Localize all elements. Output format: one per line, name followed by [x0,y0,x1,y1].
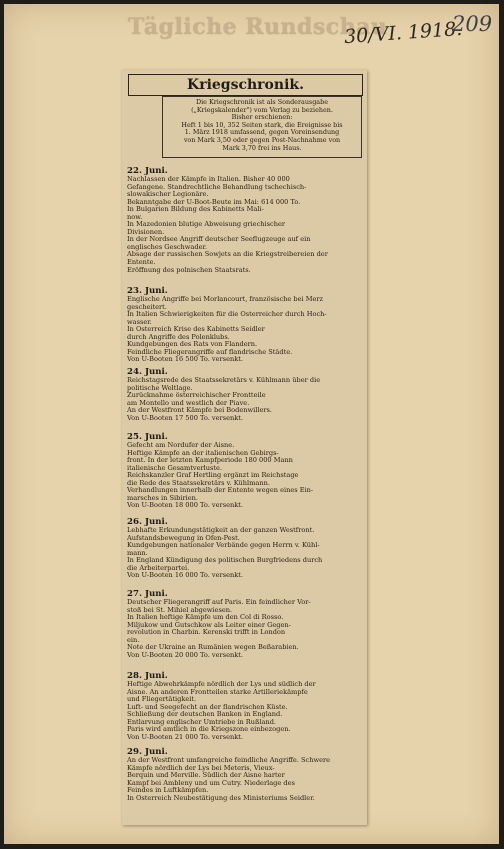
notice-line: von Mark 3,50 oder gegen Post-Nachnahme von [183,136,341,144]
entry-line: und Fliegertätigkeit. [127,696,197,704]
entry-date: 27. Juni. [127,589,168,599]
chronicle-entry [127,672,363,741]
notice-line: Bisher erschienen: [231,114,293,122]
chronicle-entry [127,748,363,802]
entry-line: slowakischer Legionäre. [127,191,209,199]
entry-date: 28. Juni. [127,671,168,681]
newspaper-title: Tägliche Rundschau [128,14,388,40]
entry-line: In der Nordsee Angriff deutscher Seeflugzeuge auf ein [127,236,311,244]
entry-date: 23. Juni. [127,286,168,296]
entry-line: Kampf bei Ambleny und um Cutry. Niederlage des [127,779,295,787]
entry-line: Absage der russischen Sowjets an die Kriegstreibereien der [127,251,328,259]
entry-line: Von U-Booten 16 000 To. versenkt. [127,572,243,580]
entry-line: Kundgebungen des Rats von Flandern. [127,341,258,349]
entry-line: englisches Geschwader. [127,243,208,251]
entry-line: revolution in Charbin. Kerenski trifft in London [127,629,286,637]
notice-line: Heft 1 bis 10, 352 Seiten stark, die Ereignisse bis [181,121,343,129]
entry-line: Von U-Booten 16 500 To. versenkt. [127,356,243,364]
publisher-notice [162,96,362,158]
chronicle-entry [127,368,363,422]
chronicle-entry [127,518,363,580]
entry-line: In Mazedonien blutige Abweisung griechischer [127,221,285,229]
entry-date: 22. Juni. [127,166,168,176]
entry-line: Heftige Kämpfe an der italienischen Gebirgs- [127,449,279,457]
entry-line: Reichskanzler Graf Hertling ergänzt im Reichstage [127,472,299,480]
entry-date: 24. Juni. [127,367,168,377]
entry-line: Reichstagsrede des Staatssekretärs v. Kühlmann über die [127,377,321,384]
entry-line: Von U-Booten 17 500 To. versenkt. [127,414,243,422]
notice-line: 1. März 1918 umfassend, gegen Voreinsendung [184,129,340,137]
entry-line: Entlarvung englischer Umtriebe in Rußland. [127,718,277,726]
entry-line: Entente. [127,259,156,267]
entry-line: italienische Gesamtverluste. [127,464,223,472]
entry-line: Zurücknahme österreichischer Frontteile [127,392,266,400]
entry-line: In Österreich Neubestätigung des Ministeriums Seidler. [127,794,315,802]
notice-line: Mark 3,70 frei ins Haus. [222,144,302,152]
entry-line: Englische Angriffe bei Morlancourt, französische bei Merz [127,296,324,303]
entry-line: Eröffnung des polnischen Staatsrats. [127,266,251,274]
entry-line: mann. [127,549,148,557]
entry-line: Aufstandsbewegung in Ofen-Pest. [127,534,240,542]
entry-line: In Italien Schwierigkeiten für die Österreicher durch Hoch- [127,311,327,319]
entry-line: Gefecht am Nordufer der Aisne. [127,442,235,449]
chronicle-entry [127,433,363,510]
entry-line: Von U-Booten 21 000 To. versenkt. [127,733,243,741]
entry-line: In Österreich Krise des Kabinetts Seidler [127,326,265,334]
entry-line: Feindes in Luftkämpfen. [127,787,209,795]
entry-line: Paris wird amtlich in die Kriegszone einbezogen. [127,726,291,734]
entry-line: die Arbeiterpartei. [127,564,190,572]
entry-date: 29. Juni. [127,747,168,757]
entry-line: politische Weltlage. [127,384,193,392]
entry-line: front. In der letzten Kampfperiode 180 000 Mann [127,457,293,465]
entry-line: Feindliche Fliegerangriffe auf flandrische Städte. [127,348,293,356]
entry-line: Verhandlungen innerhalb der Entente wegen eines Ein- [127,487,314,495]
entry-line: Von U-Booten 20 000 To. versenkt. [127,651,243,659]
handwritten-date: 30/VI. 1918. [343,17,463,49]
entry-line: Nachlassen der Kämpfe in Italien. Bisher 40 000 [127,176,290,183]
entry-line: Berquin und Merville. Südlich der Aisne harter [127,772,285,780]
entry-line: Lebhafte Erkundungstätigkeit an der ganzen Westfront. [127,527,315,534]
chronicle-entry [127,590,363,659]
entry-line: Luft- und Seegefecht an der flandrischen Küste. [127,703,288,711]
chronicle-entry [127,287,363,364]
entry-date: 26. Juni. [127,517,168,527]
entry-line: Note der Ukraine an Rumänien wegen Beßarabien. [127,644,299,652]
entry-line: Miljukow und Gutschkow als Leiter einer Gegen- [127,621,291,629]
entry-line: Von U-Booten 18 000 To. versenkt. [127,502,243,510]
entry-line: Gefangene. Standrechtliche Behandlung tschechisch- [127,183,307,191]
entry-line: In Italien heftige Kämpfe um den Col di Rosso. [127,614,284,622]
entry-line: Schließung der deutschen Banken in England. [127,711,283,719]
entry-line: Deutscher Fliegerangriff auf Paris. Ein feindlicher Vor- [127,599,311,606]
entry-line: Aisne. An anderen Frontteilen starke Artilleriekämpfe [127,688,308,696]
entry-line: Kundgebungen nationaler Verbände gegen Herrn v. Kühl- [127,542,320,550]
entry-line: marsches in Sibirien. [127,494,198,502]
document-page [4,4,499,844]
page-number: 209 [452,12,493,36]
entry-line: An der Westfront Kämpfe bei Bodenwillers. [127,407,272,415]
entry-line: Heftige Abwehrkämpfe nördlich der Lys und südlich der [127,681,316,688]
entry-line: In England Kündigung des politischen Burgfriedens durch [127,557,323,565]
notice-line: Die Kriegschronik ist als Sonderausgabe [195,99,328,106]
clipping-title: Kriegschronik. [128,74,363,96]
entry-line: ein. [127,636,140,644]
entry-line: durch Angriffe des Polenklubs. [127,333,230,341]
chronicle-entry [127,167,363,274]
entry-line: die Rede des Staatssekretärs v. Kühlmann. [127,479,270,487]
entry-line: An der Westfront umfangreiche feindliche Angriffe. Schwere [127,757,331,764]
notice-line: („Kriegskalender") vom Verlag zu beziehen. [191,106,333,114]
newspaper-clipping [122,70,367,825]
entry-line: gescheitert. [127,303,167,311]
entry-line: am Montello und westlich der Piave. [127,399,250,407]
entry-line: wasser. [127,318,152,326]
entry-line: now. [127,213,143,221]
entry-line: Divisionen. [127,228,165,236]
entry-date: 25. Juni. [127,432,168,442]
entry-line: stoß bei St. Mihiel abgewiesen. [127,606,233,614]
entry-line: Kämpfe nördlich der Lys bei Meteris, Vieux- [127,764,275,772]
entry-line: Bekanntgabe der U-Boot-Beute im Mai: 614 000 To. [127,198,301,206]
entry-line: In Bulgarien Bildung des Kabinetts Mali- [127,206,264,214]
